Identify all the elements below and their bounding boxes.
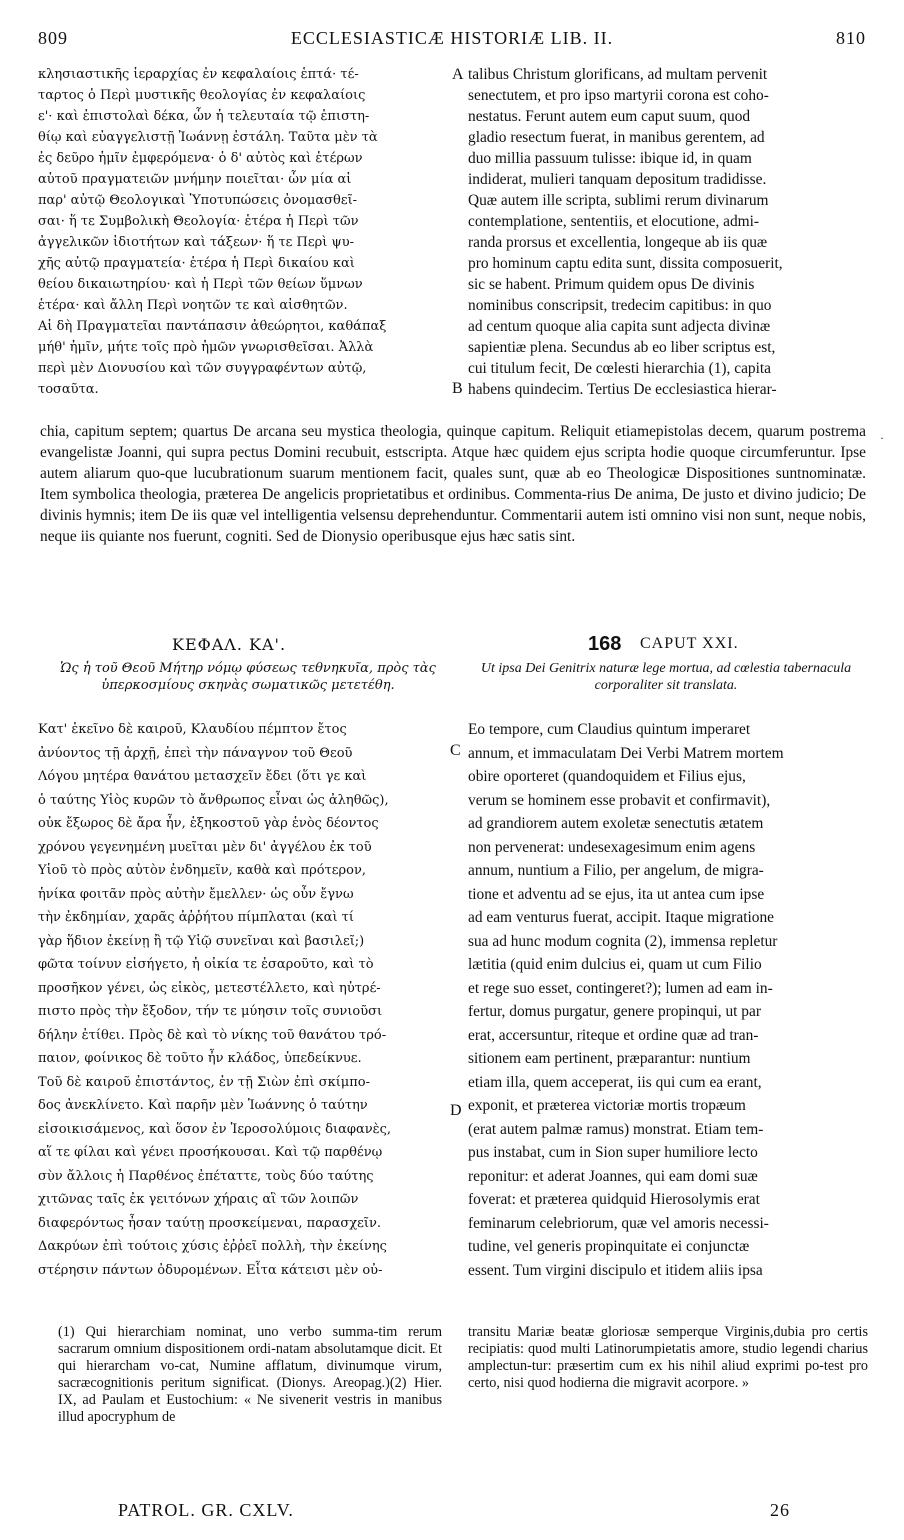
footnote-line: natam absolutamque dicit. Et qui hierarcham vo- [58,1341,442,1374]
latin-text-line: annum, nuntium a Filio, per angelum, de migra- [468,862,764,879]
latin-text-line: gladio resectum fuerat, in manibus gerentem, ad [468,129,765,146]
greek-text-line: ὁ ταύτης Υἱὸς κυρῶν τὸ ἄνθρωπος εἶναι ὡς ἀληθῶς), [38,792,389,808]
footnote-line: (2) Hier. IX, ad Paulam et Eustochium: « Ne si [58,1375,442,1408]
greek-text-line: περὶ μὲν Διονυσίου καὶ τῶν συγγραφέντων αὐτῷ, [38,361,367,376]
greek-text-line: οὐκ ἔξωρος δὲ ἄρα ἦν, ἑξηκοστοῦ γὰρ ἑνὸς δέοντος [38,816,379,831]
greek-text-line: παιον, φοίνικος δὲ τοῦτο ἦν κλάδος, ὑπεδείκνυε. [38,1051,362,1066]
footnote-line: tim rerum sacrarum omnium dispositionem ordi- [58,1324,443,1357]
greek-text-line: δήλην ἐτίθει. Πρὸς δὲ καὶ τὸ νίκης τοῦ θανάτου τρό- [38,1027,387,1043]
greek-text-line: θείου δικαιωτηρίου· καὶ ἡ Περὶ τῶν θείων ὕμνων [38,277,363,292]
latin-text-line: contemplatione, sententiis, et elocutione, admi- [468,213,760,230]
footer-left: PATROL. GR. CXLV. [118,1500,294,1520]
greek-text-line: γὰρ ἥδιον ἐκείνῃ ἢ τῷ Υἱῷ συνεῖναι καὶ βασιλεῖ;) [38,933,365,949]
latin-text-line: sua ad hunc modum cognita (2), immensa repletur [468,932,778,950]
footnote-line: pietatis amore, studio legendi charius amplectun- [468,1341,868,1374]
greek-text-line: Αἱ δὴ Πραγματεῖαι παντάπασιν ἀθεώρητοι, καθάπαξ [38,319,387,334]
greek-text-line: δος ἀνεκλίνετο. Καὶ παρῆν μὲν Ἰωάννης ὁ ταύτην [38,1098,368,1113]
latin-text-line: chia, capitum septem; quartus De arcana seu mystica theologia, quinque capitum. Reliquit etiam [40,423,650,440]
latin-text-line: talibus Christum glorificans, ad multam pervenit [468,66,768,83]
latin-text-line: non pervenerat: undesexagesimum enim agens [468,838,756,856]
margin-marker-a: A [452,66,464,83]
greek-text-line: χῆς αὐτῷ πραγματεία· ἑτέρα ἡ Περὶ δικαίου καὶ [38,256,355,271]
latin-text-line: (erat autem palmæ ramus) monstrat. Etiam tem- [468,1120,764,1138]
latin-text-line: reponitur: et aderat Joannes, qui eam domi suæ [468,1167,758,1185]
greek-text-line: αἵ τε φίλαι καὶ γένει προσήκουσαι. Καὶ τῷ παρθένῳ [38,1145,383,1160]
footnote-line: tur: præsertim cum ex his nihil aliud exprimi po- [531,1358,824,1374]
greek-text-line: ε'· καὶ ἐπιστολαὶ δέκα, ὧν ἡ τελευταία τῷ ἐπιστη- [38,109,370,124]
footnote-line: venerit vestris in manibus illud apocryphum de [58,1392,443,1425]
latin-text-line: sitionem eam pertinent, præparantur: nuntium [468,1050,751,1067]
greek-text-line: σὺν ἄλλοις ἡ Παρθένος ἐπέταττε, τοὺς δύο ταύτης [38,1168,374,1184]
greek-text-line: εἰσοικισάμενος, καὶ ὅσον ἐν Ἱεροσολύμοις διαφανὲς, [38,1121,392,1137]
greek-text-line: ἐς δεῦρο ἡμῖν ἐμφερόμενα· ὁ δ' αὐτὸς καὶ ἑτέρων [38,151,363,166]
greek-text-line: Κατ' ἐκεῖνο δὲ καιροῦ, Κλαυδίου πέμπτον ἔτος [38,722,347,737]
latin-chapter-heading: CAPUT XXI. [640,635,739,652]
latin-text-line: nestatus. Ferunt autem eum caput suum, quod [468,108,751,125]
latin-text-line: exponit, et præterea victoriæ mortis tropæum [468,1097,746,1114]
latin-text-line: tudine, vel generis propinquitate ei conjunctæ [468,1238,750,1255]
margin-marker-b: B [452,380,463,397]
greek-text-line: Λόγου μητέρα θανάτου μετασχεῖν ἔδει (ὅτι γε καὶ [38,769,367,784]
latin-text-line: pus instabat, cum in Sion super humiliore lecto [468,1144,758,1161]
latin-text-line: erat, accersuntur, riteque et ordine quæ ad tran- [468,1026,759,1044]
latin-text-line: nominatæ. Item symbolica theologia, præterea De angelicis proprietatibus et ordinibus. Commenta- [40,465,866,503]
greek-text-line: στέρησιν πάντων ὀδυρομένων. Εἶτα κάτεισι μὲν οὐ- [38,1262,383,1278]
greek-text-line: μήθ' ἡμῖν, μήτε τοῖς πρὸ ἡμῶν γνωρισθεῖσαι. Ἀλλὰ [38,340,374,355]
footnote-line: corpore. » [691,1375,749,1391]
greek-text-line: αὑτοῦ πραγματειῶν μνήμην ποιεῖται· ὧν μία αἱ [38,172,352,187]
latin-column-body [468,718,868,1282]
latin-text-line: tione et adventu ad se ejus, ita ut antea cum ipse [468,885,765,903]
page-number-left: 809 [38,28,68,48]
latin-text-line: ad grandiorem autem exoletæ senectutis ætatem [468,815,764,832]
column-number: 168 [588,633,622,655]
latin-full-width-text [40,421,866,547]
latin-text-line: ante nos fuerunt, cogniti. Sed de Dionysio operibusque ejus hæc satis sint. [118,528,576,545]
greek-text-line: Δακρύων ἐπὶ τούτοις χύσις ἐῤῥεῖ πολλὴ, τὴν ἐκείνης [38,1239,387,1254]
latin-text-line: et rege suo esset, contingeret?); lumen ad eam in- [468,979,773,997]
greek-text-line: ταρτος ὁ Περὶ μυστικῆς θεολογίας ἐν κεφαλαίοις [38,88,366,103]
latin-text-line: annum, et immaculatam Dei Verbi Matrem mortem [468,744,784,762]
latin-text-line: habens quindecim. Tertius De ecclesiastica hierar- [468,381,777,398]
margin-tick: · [880,431,884,445]
latin-text-line: Eo tempore, cum Claudius quintum imperaret [468,721,751,738]
latin-column-top [468,64,868,400]
greek-text-line: φῶτα τοίνυν εἰσήγετο, ἡ οἰκία τε ἐσαροῦτο, καὶ τὸ [38,957,374,972]
footer-right: 26 [770,1500,790,1520]
latin-text-line: Quæ autem ille scripta, sublimi rerum divinarum [468,192,769,209]
greek-text-line: θίῳ καὶ εὐαγγελιστῇ Ἰωάννῃ ἐστάλη. Ταῦτα μὲν τὰ [38,130,378,145]
latin-text-line: duo millia passuum tulisse: ibique id, in quam [468,150,752,167]
greek-text-line: πιστο πρὸς τὴν ἔξοδον, τήν τε μύησιν τοῖς συνιοῦσι [38,1004,383,1019]
latin-text-line: ad eam venturus fuerat, accipit. Itaque migrationе [468,909,774,926]
latin-text-line: randa prorsus et excellentia, longeque ab iis quæ [468,234,768,251]
latin-text-line: sapientiæ plena. Secundus ab eo liber scriptus est, [468,339,776,356]
latin-text-line: epistolas decem, quarum postrema evangelistæ Joanni, qui supra pectus Domini recubuit, est [40,423,866,461]
footnote-line: transitu Mariæ beatæ gloriosæ semperque Virginis, [468,1324,774,1340]
greek-text-line: τὴν ἐκδημίαν, χαρᾶς ἀῤῥήτου πίμπλαται (καὶ τί [38,910,354,925]
latin-chapter-title: Ut ipsa Dei Genitrix naturæ lege mortua, ad cœlestia tabernacula corporaliter sit translata. [480,661,852,693]
page-number-right: 810 [836,28,866,48]
greek-text-line: διαφερόντως ἦσαν ταύτῃ προσκείμεναι, παρασχεῖν. [38,1215,382,1231]
greek-text-line: ἀγγελικῶν ἰδιοτήτων καὶ τάξεων· ἥ τε Περὶ ψυ- [38,235,354,250]
greek-text-line: προσῆκον γένει, ὡς εἰκὸς, μετεστέλλετο, καὶ ηὐτρέ- [38,980,381,996]
greek-text-line: Τοῦ δὲ καιροῦ ἐπιστάντος, ἐν τῇ Σιὼν ἐπὶ σκίμπο- [38,1074,371,1090]
latin-text-line: foverat: et præterea quidquid Hierosolymis erat [468,1191,760,1208]
latin-text-line: sensu deprehenduntur. Commentarii autem isti omnino visi non sunt, neque nobis, neque iis qui [40,507,866,545]
footnote-line: cat, Numine afflatum, divinumque virum, sacræ [58,1358,442,1391]
footnote-line: (1) Qui hierarchiam nominat, uno verbo summa- [58,1324,379,1340]
latin-text-line: nominibus conscripsit, tredecim capitibus: in quo [468,297,772,314]
greek-text-line: σαι· ἥ τε Συμβολικὴ Θεολογία· ἑτέρα ἡ Περὶ τῶν [38,214,359,229]
latin-text-line: fertur, domus purgatur, genere propinqui, ut par [468,1003,761,1020]
footnote-line: cognitionis peritum significat. (Dionys. Areopag.) [90,1375,390,1391]
greek-column-body [38,718,450,1282]
margin-marker-d: D [450,1102,462,1119]
running-title: ECCLESIASTICÆ HISTORIÆ LIB. II. [290,28,614,48]
latin-text-line: indiderat, mulieri tanquam depositum tradidisse. [468,171,767,188]
latin-text-line: lætitia (quid enim dulcius ei, quam ut cum Filio [468,956,762,973]
greek-chapter-heading: ΚΕΦΑΛ. ΚΑ'. [172,635,287,654]
latin-text-line: pro hominum captu edita sunt, dissita composuerit, [468,255,783,272]
latin-text-line: que lucubrationum suarum mentionem facit, quales sunt, quæ ab eo Theologicæ Dispositiones sunt [165,465,802,482]
latin-text-line: obire oporteret (quandoquidem et Filius ejus, [468,768,746,785]
greek-text-line: Υἱοῦ τὸ πρὸς αὐτὸν ἐνδημεῖν, καθὰ καὶ πρότερον, [38,863,367,878]
footnote-line: dubia pro certis recipiatis: quod multi Latinorum [468,1324,868,1357]
greek-chapter-title: Ὡς ἡ τοῦ Θεοῦ Μήτηρ νόμῳ φύσεως τεθνηκυῖα, πρὸς τὰς ὑπερκοσμίους σκηνὰς σωματικῶς μετετέθη. [60,661,436,693]
latin-text-line: sic se habent. Primum quidem opus De divinis [468,276,755,293]
latin-text-line: senectutem, et pro ipso martyrii corona est coho- [468,87,769,104]
latin-text-line: verum se hominem esse probavit et confirmavit), [468,791,771,809]
latin-text-line: feminarum celebriorum, quæ vel amoris necessi- [468,1214,769,1232]
greek-text-line: ἀνύοντος τῇ ἀρχῇ, ἐπεὶ τὴν πάναγνον τοῦ Θεοῦ [38,745,353,761]
greek-text-line: ἑτέρα· καὶ ἄλλη Περὶ νοητῶν τε καὶ αἰσθητῶν. [38,298,348,313]
greek-column-top [38,64,450,400]
margin-marker-c: C [450,742,461,759]
footnotes-left [58,1324,442,1426]
latin-text-line: ad centum quoque alia capita sunt adjecta divinæ [468,318,771,335]
latin-text-line: rius De anima, De justo et divino judicio; De divinis hymnis; item De iis quæ vel intelligentia vel [40,486,866,524]
greek-text-line: ἡνίκα φοιτᾶν πρὸς αὐτὴν ἔμελλεν· ὡς οὖν ἔγνω [38,886,354,902]
latin-text-line: etiam illa, quem acceperat, iis qui cum ea erant, [468,1073,762,1091]
greek-text-line: κλησιαστικῆς ἱεραρχίας ἐν κεφαλαίοις ἑπτά· τέ- [38,67,359,82]
greek-text-line: τοσαῦτα. [38,382,99,397]
running-header [38,28,866,50]
greek-text-line: παρ' αὐτῷ Θεολογικαὶ Ὑποτυπώσεις ὀνομασθεῖ- [38,193,358,208]
footnote-line: test pro certo, nisi quod hodierna die migravit a [468,1358,868,1391]
latin-text-line: scripta. Atque hæc quidem ejus scripta hodie quoque circumferuntur. Ipse autem aliarum quo- [40,444,866,482]
latin-text-line: essent. Tum virgini discipulo et itidem aliis ipsa [468,1261,763,1279]
greek-text-line: χρόνου γεγενημένη μυεῖται μὲν δι' ἀγγέλου ἐκ τοῦ [38,839,372,855]
footnotes-right [468,1324,868,1392]
greek-text-line: χιτῶνας ταῖς ἐκ γειτόνων χήραις αἳ τῶν λοιπῶν [38,1192,359,1207]
latin-text-line: cui titulum fecit, De cœlesti hierarchia (1), capita [468,360,771,377]
